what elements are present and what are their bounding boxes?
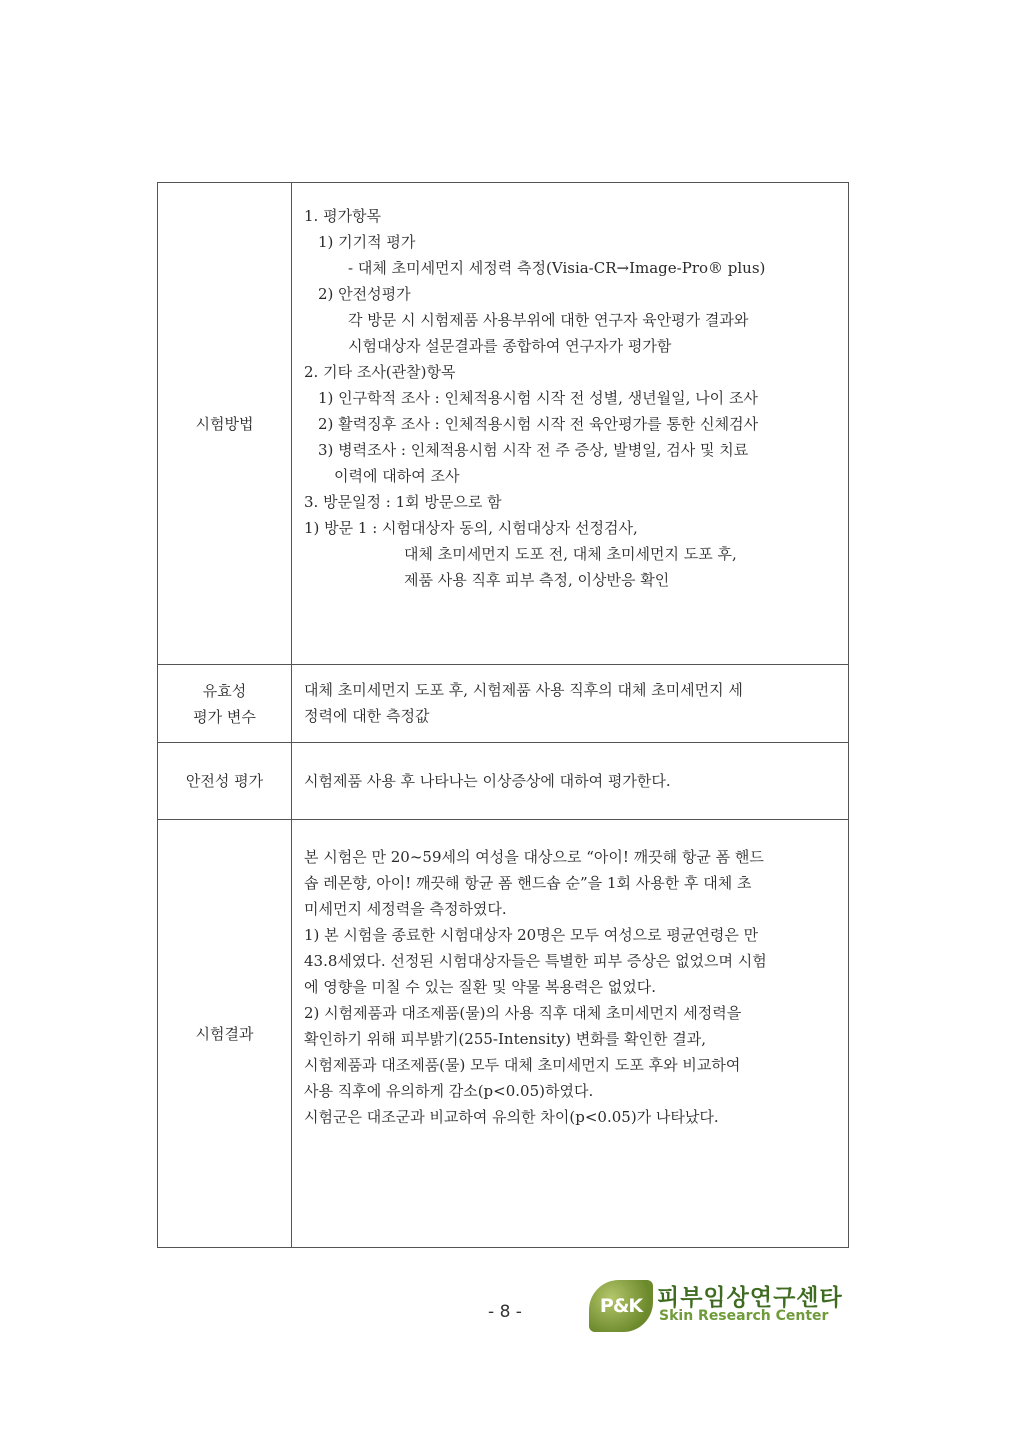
results-line: 확인하기 위해 피부밝기(255-Intensity) 변화를 확인한 결과, [304, 1030, 706, 1048]
safety-content [292, 743, 849, 820]
method-line: 각 방문 시 시험제품 사용부위에 대한 연구자 육안평가 결과와 [348, 311, 749, 329]
method-line: - 대체 초미세먼지 세정력 측정(Visia-CR→Image-Pro® plus) [348, 259, 766, 277]
method-line: 대체 초미세먼지 도포 전, 대체 초미세먼지 도포 후, [404, 545, 737, 563]
document-table [157, 182, 849, 1248]
method-line: 이력에 대하여 조사 [334, 467, 460, 485]
results-label: 시험결과 [158, 820, 292, 1248]
efficacy-label-line: 유효성 [202, 681, 247, 700]
method-line: 1) 기기적 평가 [318, 233, 416, 251]
efficacy-label [158, 665, 292, 743]
method-line: 1) 방문 1 : 시험대상자 동의, 시험대상자 선정검사, [304, 519, 638, 537]
results-line: 미세먼지 세정력을 측정하였다. [304, 900, 507, 918]
results-line: 시험제품과 대조제품(물) 모두 대체 초미세먼지 도포 후와 비교하여 [304, 1056, 741, 1074]
method-line: 3) 병력조사 : 인체적용시험 시작 전 주 증상, 발병일, 검사 및 치료 [318, 441, 749, 459]
method-line: 1. 평가항목 [304, 207, 382, 225]
results-line: 사용 직후에 유의하게 감소(p<0.05)하였다. [304, 1082, 594, 1100]
method-label: 시험방법 [158, 183, 292, 665]
pk-logo-icon: P&K [589, 1280, 653, 1332]
results-line: 에 영향을 미칠 수 있는 질환 및 약물 복용력은 없었다. [304, 978, 656, 996]
method-row [158, 183, 849, 665]
safety-row [158, 743, 849, 820]
logo-korean-name: 피부임상연구센타 [657, 1285, 843, 1311]
page-number: - 8 - [488, 1302, 522, 1322]
efficacy-row [158, 665, 849, 743]
efficacy-line: 대체 초미세먼지 도포 후, 시험제품 사용 직후의 대체 초미세먼지 세 [304, 681, 743, 699]
results-line: 솝 레몬향, 아이! 깨끗해 항균 폼 핸드솝 순”을 1회 사용한 후 대체 초 [304, 874, 752, 892]
results-line: 시험군은 대조군과 비교하여 유의한 차이(p<0.05)가 나타났다. [304, 1108, 719, 1126]
results-line: 2) 시험제품과 대조제품(물)의 사용 직후 대체 초미세먼지 세정력을 [304, 1004, 742, 1022]
logo-english-name: Skin Research Center [659, 1308, 829, 1324]
safety-label: 안전성 평가 [158, 743, 292, 820]
method-line: 1) 인구학적 조사 : 인체적용시험 시작 전 성별, 생년월일, 나이 조사 [318, 389, 758, 407]
efficacy-content [292, 665, 849, 743]
results-line: 1) 본 시험을 종료한 시험대상자 20명은 모두 여성으로 평균연령은 만 [304, 926, 759, 944]
results-row [158, 820, 849, 1248]
safety-text: 시험제품 사용 후 나타나는 이상증상에 대하여 평가한다. [304, 772, 671, 790]
method-line: 제품 사용 직후 피부 측정, 이상반응 확인 [404, 571, 670, 589]
method-content [292, 183, 849, 665]
method-line: 3. 방문일정 : 1회 방문으로 함 [304, 493, 502, 511]
method-line: 시험대상자 설문결과를 종합하여 연구자가 평가함 [348, 337, 672, 355]
results-line: 43.8세였다. 선정된 시험대상자들은 특별한 피부 증상은 없었으며 시험 [304, 952, 767, 970]
method-line: 2) 활력징후 조사 : 인체적용시험 시작 전 육안평가를 통한 신체검사 [318, 415, 759, 433]
results-content [292, 820, 849, 1248]
method-line: 2) 안전성평가 [318, 285, 411, 303]
efficacy-label-line: 평가 변수 [193, 707, 256, 726]
efficacy-line: 정력에 대한 측정값 [304, 707, 430, 725]
results-line: 본 시험은 만 20~59세의 여성을 대상으로 “아이! 깨끗해 항균 폼 핸드 [304, 848, 764, 866]
method-line: 2. 기타 조사(관찰)항목 [304, 363, 456, 381]
